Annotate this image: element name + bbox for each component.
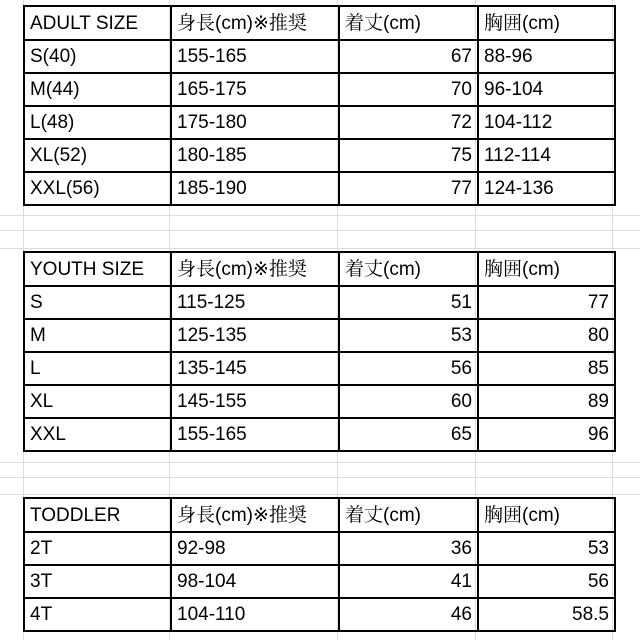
header-cell-size[interactable]: ADULT SIZE [24, 6, 171, 40]
header-cell-height[interactable]: 身長(cm)※推奨 [171, 252, 339, 286]
cell-chest[interactable]: 80 [478, 319, 615, 352]
cell-chest[interactable]: 53 [478, 532, 615, 565]
grid-line [0, 477, 640, 478]
cell-chest[interactable]: 56 [478, 565, 615, 598]
header-cell-chest[interactable]: 胸囲(cm) [478, 252, 615, 286]
cell-size[interactable]: 4T [24, 598, 171, 631]
cell-height[interactable]: 165-175 [171, 73, 339, 106]
cell-size[interactable]: XXL [24, 418, 171, 451]
cell-height[interactable]: 135-145 [171, 352, 339, 385]
cell-size[interactable]: 2T [24, 532, 171, 565]
cell-height[interactable]: 104-110 [171, 598, 339, 631]
cell-chest[interactable]: 112-114 [478, 139, 615, 172]
cell-length[interactable]: 70 [339, 73, 478, 106]
cell-length[interactable]: 65 [339, 418, 478, 451]
cell-height[interactable]: 180-185 [171, 139, 339, 172]
cell-size[interactable]: XL [24, 385, 171, 418]
cell-height[interactable]: 185-190 [171, 172, 339, 205]
table-header-row [24, 498, 615, 532]
table-row [24, 598, 615, 631]
header-cell-size[interactable]: YOUTH SIZE [24, 252, 171, 286]
cell-length[interactable]: 56 [339, 352, 478, 385]
cell-chest[interactable]: 124-136 [478, 172, 615, 205]
cell-chest[interactable]: 58.5 [478, 598, 615, 631]
cell-chest[interactable]: 96-104 [478, 73, 615, 106]
adult-size-table [23, 5, 616, 206]
cell-size[interactable]: M [24, 319, 171, 352]
toddler-size-table [23, 497, 616, 632]
cell-height[interactable]: 175-180 [171, 106, 339, 139]
cell-length[interactable]: 75 [339, 139, 478, 172]
cell-length[interactable]: 77 [339, 172, 478, 205]
cell-size[interactable]: S(40) [24, 40, 171, 73]
cell-length[interactable]: 72 [339, 106, 478, 139]
cell-length[interactable]: 41 [339, 565, 478, 598]
cell-height[interactable]: 115-125 [171, 286, 339, 319]
cell-size[interactable]: S [24, 286, 171, 319]
table-row [24, 385, 615, 418]
header-cell-size[interactable]: TODDLER [24, 498, 171, 532]
cell-chest[interactable]: 89 [478, 385, 615, 418]
cell-chest[interactable]: 77 [478, 286, 615, 319]
cell-length[interactable]: 67 [339, 40, 478, 73]
youth-size-table [23, 251, 616, 452]
header-cell-height[interactable]: 身長(cm)※推奨 [171, 498, 339, 532]
header-cell-length[interactable]: 着丈(cm) [339, 252, 478, 286]
cell-size[interactable]: L [24, 352, 171, 385]
cell-height[interactable]: 155-165 [171, 418, 339, 451]
table-row [24, 352, 615, 385]
cell-chest[interactable]: 104-112 [478, 106, 615, 139]
table-row [24, 565, 615, 598]
cell-length[interactable]: 51 [339, 286, 478, 319]
grid-line [0, 230, 640, 231]
table-row [24, 106, 615, 139]
table-row [24, 286, 615, 319]
cell-height[interactable]: 155-165 [171, 40, 339, 73]
table-row [24, 139, 615, 172]
cell-size[interactable]: L(48) [24, 106, 171, 139]
table-row [24, 73, 615, 106]
table-row [24, 172, 615, 205]
cell-chest[interactable]: 88-96 [478, 40, 615, 73]
table-header-row [24, 252, 615, 286]
grid-line [0, 462, 640, 463]
cell-length[interactable]: 53 [339, 319, 478, 352]
cell-length[interactable]: 36 [339, 532, 478, 565]
header-cell-chest[interactable]: 胸囲(cm) [478, 6, 615, 40]
table-row [24, 40, 615, 73]
cell-size[interactable]: 3T [24, 565, 171, 598]
cell-height[interactable]: 145-155 [171, 385, 339, 418]
header-cell-length[interactable]: 着丈(cm) [339, 6, 478, 40]
cell-length[interactable]: 60 [339, 385, 478, 418]
cell-length[interactable]: 46 [339, 598, 478, 631]
grid-line [0, 215, 640, 216]
cell-chest[interactable]: 96 [478, 418, 615, 451]
table-row [24, 532, 615, 565]
table-row [24, 319, 615, 352]
cell-height[interactable]: 98-104 [171, 565, 339, 598]
grid-line [0, 248, 640, 249]
table-row [24, 418, 615, 451]
cell-size[interactable]: XL(52) [24, 139, 171, 172]
cell-height[interactable]: 92-98 [171, 532, 339, 565]
table-header-row [24, 6, 615, 40]
cell-size[interactable]: XXL(56) [24, 172, 171, 205]
header-cell-chest[interactable]: 胸囲(cm) [478, 498, 615, 532]
cell-height[interactable]: 125-135 [171, 319, 339, 352]
cell-chest[interactable]: 85 [478, 352, 615, 385]
header-cell-length[interactable]: 着丈(cm) [339, 498, 478, 532]
grid-line [0, 494, 640, 495]
header-cell-height[interactable]: 身長(cm)※推奨 [171, 6, 339, 40]
cell-size[interactable]: M(44) [24, 73, 171, 106]
